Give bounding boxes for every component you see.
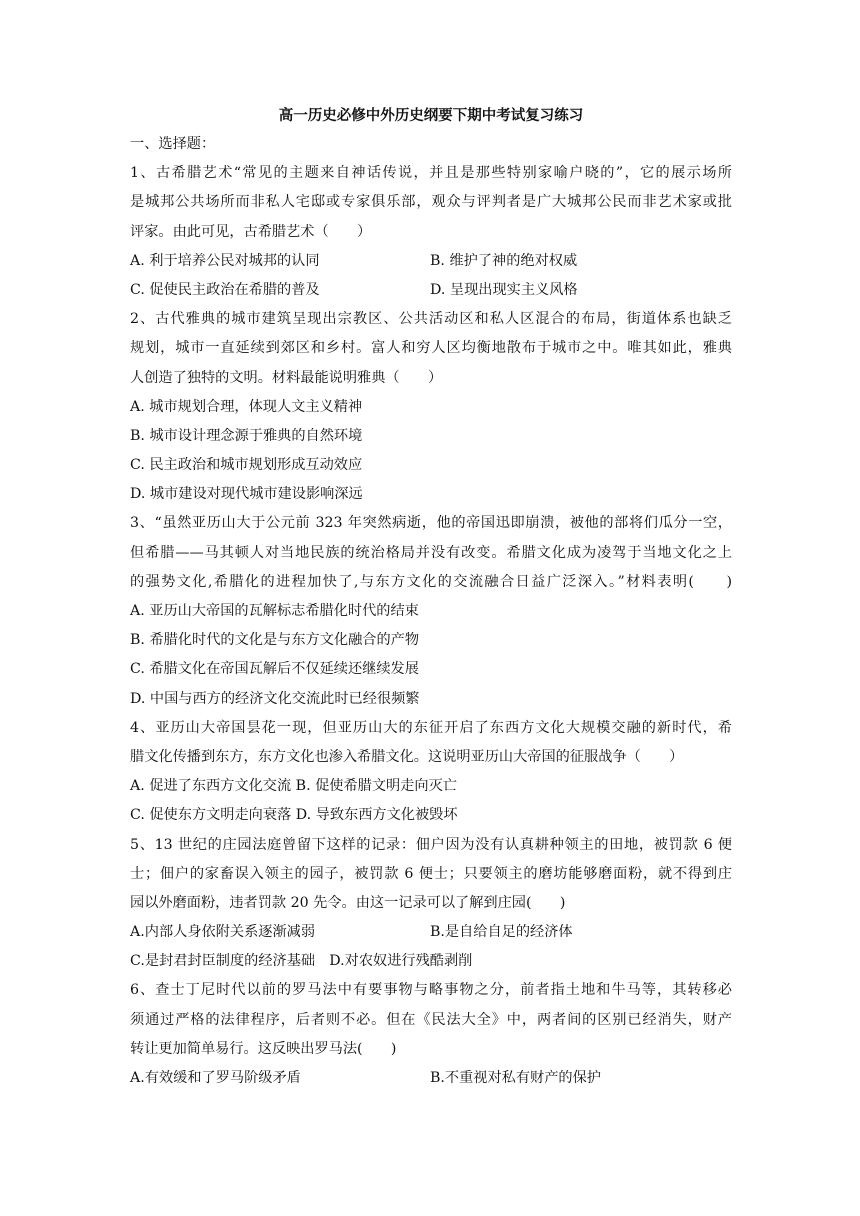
question-4-stem-line-2: 腊文化传播到东方，东方文化也渗入希腊文化。这说明亚历山大帝国的征服战争（ ）	[130, 748, 684, 765]
question-5-options-row-1	[130, 918, 732, 947]
question-6-stem-line-1: 6、查士丁尼时代以前的罗马法中有要事物与略事物之分，前者指土地和牛马等，其转移必	[130, 982, 732, 999]
question-5-options-cd[interactable]: C.是封君封臣制度的经济基础 D.对农奴进行残酷剥削	[130, 953, 473, 970]
question-2-stem-line-3: 人创造了独特的文明。材料最能说明雅典（ ）	[130, 369, 443, 386]
question-5-stem-line-3: 园以外磨面粉，违者罚款 20 先令。由这一记录可以了解到庄园( )	[130, 894, 566, 911]
question-1-stem-line-3: 评家。由此可见，古希腊艺术（ ）	[130, 223, 372, 240]
document-content	[130, 102, 732, 1093]
question-3-stem-line-1: 3、“虽然亚历山大于公元前 323 年突然病逝，他的帝国迅即崩溃，被他的部将们瓜分一空，	[130, 515, 732, 532]
question-3-stem-line-2: 但希腊——马其顿人对当地民族的统治格局并没有改变。希腊文化成为凌驾于当地文化之上	[130, 544, 732, 561]
question-1-stem-line-2: 是城邦公共场所而非私人宅邸或专家俱乐部，观众与评判者是广大城邦公民而非艺术家或批	[130, 194, 732, 211]
question-5-option-b[interactable]: B.是自给自足的经济体	[430, 924, 573, 941]
question-3-option-c[interactable]: C. 希腊文化在帝国瓦解后不仅延续还继续发展	[130, 661, 419, 678]
document-title: 高一历史必修中外历史纲要下期中考试复习练习	[278, 107, 584, 124]
question-2-stem-line-2: 规划，城市一直延续到郊区和乡村。富人和穷人区均衡地散布于城市之中。唯其如此，雅典	[130, 340, 732, 357]
question-2-option-a[interactable]: A. 城市规划合理，体现人文主义精神	[130, 398, 363, 415]
question-2-option-d[interactable]: D. 城市建设对现代城市建设影响深远	[130, 486, 363, 503]
question-6-stem-line-3: 转让更加简单易行。这反映出罗马法( )	[130, 1040, 397, 1057]
question-3-stem-line-3: 的强势文化,希腊化的进程加快了,与东方文化的交流融合日益广泛深入。”材料表明( )	[130, 573, 732, 590]
question-2-stem-line-1: 2、古代雅典的城市建筑呈现出宗教区、公共活动区和私人区混合的布局，街道体系也缺乏	[130, 311, 732, 328]
question-1-option-b[interactable]: B. 维护了神的绝对权威	[430, 252, 578, 269]
question-1-options-row-1	[130, 247, 732, 276]
question-4-options-ab[interactable]: A. 促进了东西方文化交流 B. 促使希腊文明走向灭亡	[130, 778, 457, 795]
question-3-option-a[interactable]: A. 亚历山大帝国的瓦解标志希腊化时代的结束	[130, 603, 419, 619]
section-heading: 一、选择题：	[130, 136, 216, 152]
question-4-options-cd[interactable]: C. 促使东方文明走向衰落 D. 导致东西方文化被毁坏	[130, 807, 458, 824]
question-4-stem-line-1: 4、亚历山大帝国昙花一现，但亚历山大的东征开启了东西方文化大规模交融的新时代，希	[130, 719, 732, 736]
question-1-option-a[interactable]: A. 利于培养公民对城邦的认同	[130, 252, 320, 269]
question-6-option-a[interactable]: A.有效缓和了罗马阶级矛盾	[130, 1070, 301, 1086]
question-5-option-a[interactable]: A.内部人身依附关系逐渐减弱	[130, 924, 316, 941]
question-1-options-row-2	[130, 276, 732, 305]
question-6-options-row-1	[130, 1064, 732, 1093]
question-2-option-c[interactable]: C. 民主政治和城市规划形成互动效应	[130, 457, 363, 474]
question-3-option-b[interactable]: B. 希腊化时代的文化是与东方文化融合的产物	[130, 632, 420, 649]
question-6-option-b[interactable]: B.不重视对私有财产的保护	[430, 1070, 601, 1086]
question-3-option-d[interactable]: D. 中国与西方的经济文化交流此时已经很频繁	[130, 690, 420, 707]
question-5-stem-line-1: 5、13 世纪的庄园法庭曾留下这样的记录：佃户因为没有认真耕种领主的田地，被罚款 6 便	[130, 836, 732, 853]
question-6-stem-line-2: 须通过严格的法律程序，后者则不必。但在《民法大全》中，两者间的区别已经消失，财产	[130, 1011, 732, 1028]
question-2-option-b[interactable]: B. 城市设计理念源于雅典的自然环境	[130, 427, 363, 444]
question-1-option-d[interactable]: D. 呈现出现实主义风格	[430, 281, 578, 298]
question-1-stem-line-1: 1、古希腊艺术“常见的主题来自神话传说，并且是那些特别家喻户晓的”，它的展示场所	[130, 165, 732, 182]
question-1-option-c[interactable]: C. 促使民主政治在希腊的普及	[130, 281, 320, 298]
question-5-stem-line-2: 士；佃户的家畜误入领主的园子，被罚款 6 便士；只要领主的磨坊能够磨面粉，就不得到庄	[130, 865, 732, 882]
